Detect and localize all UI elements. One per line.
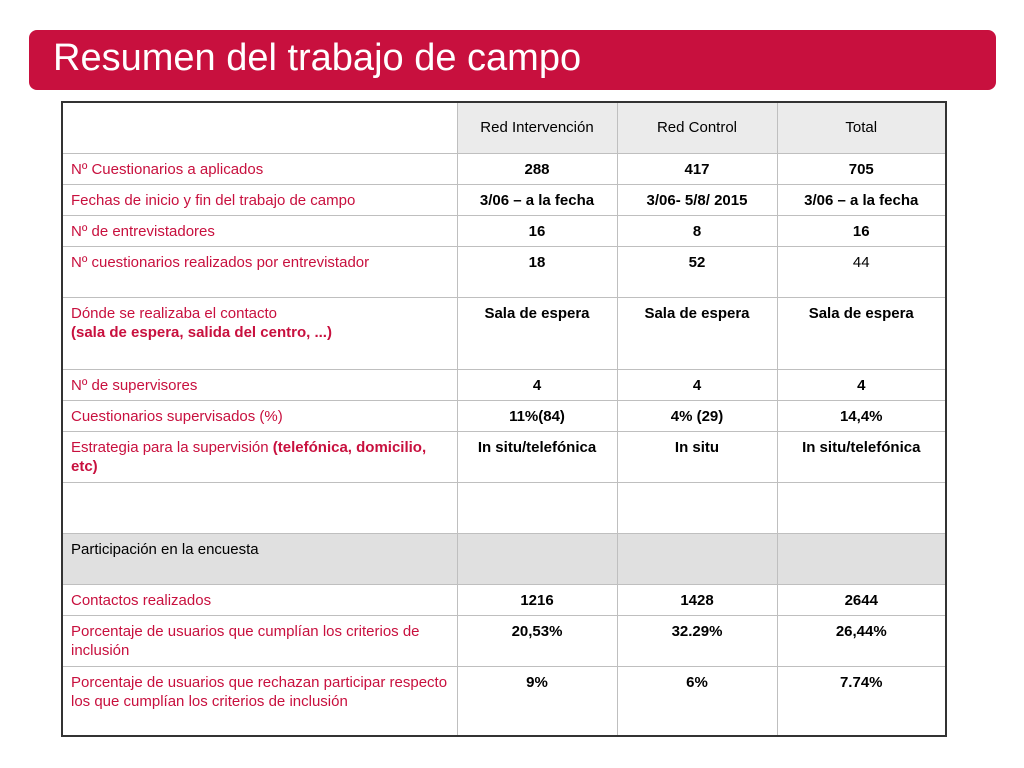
cell-total [777,533,946,584]
cell-total: 16 [777,215,946,246]
cell-total: 705 [777,153,946,184]
cell-total: Sala de espera [777,297,946,369]
section-label: Participación en la encuesta [62,533,457,584]
cell-red-intervencion: 1216 [457,584,617,615]
cell-red-intervencion: Sala de espera [457,297,617,369]
cell-red-intervencion: 288 [457,153,617,184]
cell-total: 3/06 – a la fecha [777,184,946,215]
row-label-cell [62,431,457,482]
table-row [62,369,946,400]
row-label: Dónde se realizaba el contacto [71,304,277,322]
cell-red-intervencion [457,482,617,533]
cell-total: 7.74% [777,666,946,736]
table-row [62,153,946,184]
cell-red-control [617,533,777,584]
slide-title: Resumen del trabajo de campo [53,37,582,79]
row-label: Estrategia para la supervisión [71,438,269,456]
cell-red-control: 3/06- 5/8/ 2015 [617,184,777,215]
cell-red-control: 4 [617,369,777,400]
cell-red-intervencion: 9% [457,666,617,736]
table-row [62,615,946,666]
cell-total: In situ/telefónica [777,431,946,482]
table-row [62,400,946,431]
cell-red-control: In situ [617,431,777,482]
cell-red-control: 4% (29) [617,400,777,431]
cell-red-control: 6% [617,666,777,736]
cell-red-intervencion: 16 [457,215,617,246]
table-row-empty [62,482,946,533]
cell-red-intervencion [457,533,617,584]
table-row [62,666,946,736]
header-total: Total [777,102,946,153]
cell-total: 44 [777,246,946,297]
cell-total: 2644 [777,584,946,615]
row-label [62,482,457,533]
cell-total: 4 [777,369,946,400]
cell-red-control: Sala de espera [617,297,777,369]
cell-total: 26,44% [777,615,946,666]
row-label-extra: (sala de espera, salida del centro, ...) [71,323,332,341]
row-label: Cuestionarios supervisados (%) [62,400,457,431]
row-label-cell [62,297,457,369]
row-label: Nº de supervisores [62,369,457,400]
fieldwork-summary-table [61,101,947,737]
header-red-control: Red Control [617,102,777,153]
table-row [62,431,946,482]
cell-red-control [617,482,777,533]
table-row [62,246,946,297]
table-row [62,297,946,369]
header-empty-cell [62,102,457,153]
table-row [62,584,946,615]
header-row [62,102,946,153]
row-label: Nº de entrevistadores [62,215,457,246]
cell-red-control: 8 [617,215,777,246]
row-label: Contactos realizados [62,584,457,615]
header-red-intervencion: Red Intervención [457,102,617,153]
table-row [62,184,946,215]
cell-red-intervencion: In situ/telefónica [457,431,617,482]
cell-red-control: 32.29% [617,615,777,666]
cell-red-intervencion: 18 [457,246,617,297]
section-row [62,533,946,584]
cell-red-control: 52 [617,246,777,297]
cell-red-control: 417 [617,153,777,184]
cell-red-intervencion: 4 [457,369,617,400]
cell-red-intervencion: 20,53% [457,615,617,666]
row-label: Nº Cuestionarios a aplicados [62,153,457,184]
cell-red-intervencion: 11%(84) [457,400,617,431]
row-label: Porcentaje de usuarios que cumplían los criterios de inclusión [62,615,457,666]
row-label: Fechas de inicio y fin del trabajo de campo [62,184,457,215]
row-label: Porcentaje de usuarios que rechazan participar respecto los que cumplían los criterios de inclusión [62,666,457,736]
title-bar [29,30,996,90]
cell-red-intervencion: 3/06 – a la fecha [457,184,617,215]
row-label-extra: (telefónica, domicilio, etc) [71,438,427,475]
cell-red-control: 1428 [617,584,777,615]
table-row [62,215,946,246]
cell-total [777,482,946,533]
row-label: Nº cuestionarios realizados por entrevistador [62,246,457,297]
cell-total: 14,4% [777,400,946,431]
